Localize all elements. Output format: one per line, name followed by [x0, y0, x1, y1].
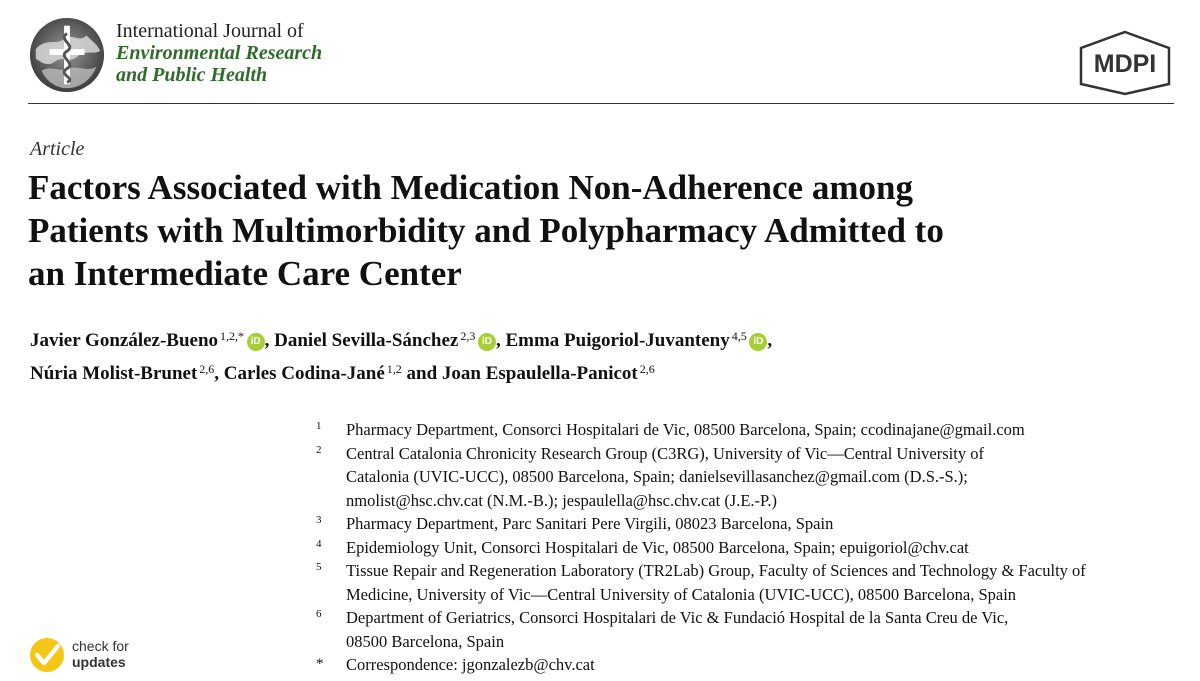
- check-for-updates-button[interactable]: [28, 632, 158, 676]
- orcid-icon[interactable]: iD: [247, 333, 265, 351]
- affiliation-item: [312, 442, 1182, 513]
- author-name[interactable]: Daniel Sevilla-Sánchez: [274, 330, 459, 351]
- author-affiliation-sup: 1,2: [386, 362, 402, 376]
- correspondence-text: Correspondence: jgonzalezb@chv.cat: [346, 655, 595, 674]
- journal-logo-icon: [28, 16, 106, 94]
- mdpi-logo-icon: [1077, 30, 1173, 96]
- affiliation-text: Pharmacy Department, Parc Sanitari Pere Virgili, 08023 Barcelona, Spain: [346, 514, 834, 533]
- affiliation-item: [312, 512, 1182, 536]
- author-affiliation-sup: 2,6: [639, 362, 655, 376]
- author-line-1: Javier González-Bueno $^{1,2,*}$ iD , Daniel Sevilla-Sánchez $^{2,3}$ iD , Emma Puigoriol-Juvanteny $^{4,5}$ iD ,: [30, 329, 773, 351]
- affiliation-list: [312, 418, 1182, 677]
- affiliation-item: [312, 559, 1182, 606]
- affiliation-number: 5: [316, 561, 322, 573]
- affiliation-text: nmolist@hsc.chv.cat (N.M.-B.); jespaulella@hsc.chv.cat (J.E.-P.): [346, 490, 778, 510]
- correspondence-item: [312, 653, 1182, 677]
- affiliation-text: Medicine, University of Vic—Central University of Catalonia (UVIC-UCC), 08500 Barcelona, Spain: [346, 584, 1017, 604]
- author-name[interactable]: Javier González-Bueno: [30, 330, 219, 351]
- journal-name-line2: Environmental Research: [116, 42, 323, 64]
- author-affiliation-sup: 2,3: [460, 329, 476, 343]
- affiliation-text: Central Catalonia Chronicity Research Group (C3RG), University of Vic—Central University of: [346, 443, 984, 463]
- article-title-line: an Intermediate Care Center: [28, 254, 462, 293]
- affiliation-text: Catalonia (UVIC-UCC), 08500 Barcelona, Spain; danielsevillasanchez@gmail.com (D.S.-S.);: [346, 467, 968, 486]
- affiliation-text: Pharmacy Department, Consorci Hospitalari de Vic, 08500 Barcelona, Spain; ccodinajane@gmail.com: [346, 420, 1025, 439]
- affiliation-number: 6: [316, 608, 322, 620]
- affiliation-number: *: [316, 656, 324, 672]
- affiliation-number: 2: [316, 443, 322, 456]
- check-updates-icon: [28, 636, 66, 674]
- article-title-line: Factors Associated with Medication Non-Adherence among: [28, 168, 913, 207]
- journal-name: [116, 20, 322, 86]
- article-title: [28, 166, 1178, 295]
- journal-name-line1: International Journal of: [116, 20, 304, 42]
- author-name[interactable]: Emma Puigoriol-Juvanteny: [505, 330, 730, 351]
- author-name[interactable]: Joan Espaulella-Panicot: [441, 363, 638, 384]
- affiliation-text: Department of Geriatrics, Consorci Hospitalari de Vic & Fundació Hospital de la Santa Creu de Vic,: [346, 608, 1009, 627]
- check-updates-label: [72, 638, 129, 670]
- article-title-line: Patients with Multimorbidity and Polypharmacy Admitted to: [28, 211, 944, 250]
- affiliation-number: 4: [316, 537, 322, 550]
- affiliation-item: [312, 606, 1182, 653]
- author-affiliation-sup: 2,6: [199, 362, 215, 376]
- affiliation-item: [312, 418, 1182, 442]
- affiliation-text: 08500 Barcelona, Spain: [346, 631, 505, 651]
- article-type: Article: [30, 138, 85, 160]
- orcid-icon[interactable]: iD: [749, 333, 767, 351]
- corresponding-star: *: [238, 329, 245, 343]
- orcid-icon[interactable]: iD: [478, 333, 496, 351]
- mdpi-logo-text: MDPI: [1093, 50, 1157, 78]
- check-updates-line2: updates: [72, 654, 126, 670]
- header-divider: [28, 103, 1174, 104]
- author-affiliation-sup: 1,2,*: [220, 329, 245, 343]
- check-updates-line1: check for: [72, 638, 129, 654]
- affiliation-text: Tissue Repair and Regeneration Laboratory (TR2Lab) Group, Faculty of Sciences and Technology & Faculty of: [346, 561, 1086, 580]
- author-list: [30, 322, 1180, 388]
- author-line-2: Núria Molist-Brunet $^{2,6}$, Carles Codina-Jané $^{1,2}$ and Joan Espaulella-Panicot $^{2,6}$: [30, 362, 655, 384]
- journal-name-line3: and Public Health: [116, 64, 268, 86]
- author-name[interactable]: Núria Molist-Brunet: [30, 363, 198, 384]
- affiliation-number: 3: [316, 514, 322, 526]
- affiliation-number: 1: [316, 420, 322, 432]
- affiliation-item: [312, 536, 1182, 560]
- affiliation-text: Epidemiology Unit, Consorci Hospitalari de Vic, 08500 Barcelona, Spain; epuigoriol@chv.cat: [346, 537, 969, 557]
- author-affiliation-sup: 4,5: [731, 329, 747, 343]
- author-name[interactable]: Carles Codina-Jané: [223, 363, 385, 384]
